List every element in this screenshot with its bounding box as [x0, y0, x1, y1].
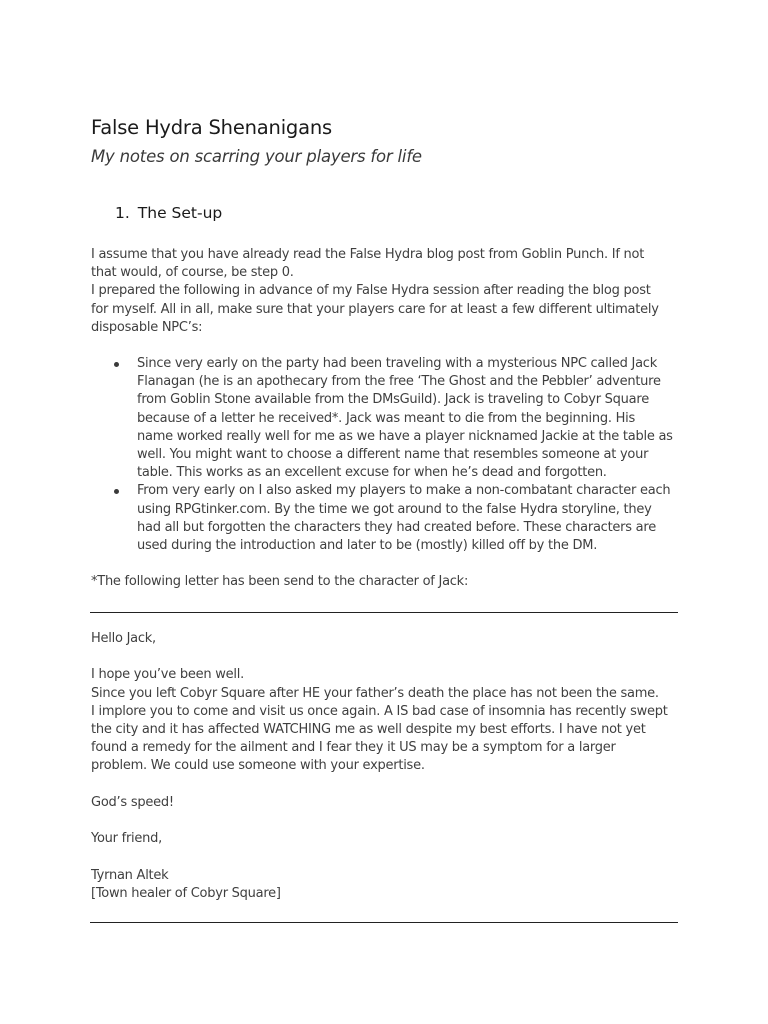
bullet-line: well. You might want to choose a different name that resembles someone at your: [137, 447, 649, 463]
signature-name: Tyrnan Altek: [91, 867, 169, 883]
bullet-icon: [114, 489, 119, 494]
bullet-icon: [114, 362, 119, 367]
bullet-line: Since very early on the party had been traveling with a mysterious NPC called Jack: [137, 356, 657, 371]
bullet-line: From very early on I also asked my players to make a non-combatant character each: [137, 483, 671, 499]
bullet-line: because of a letter he received*. Jack was meant to die from the beginning. His: [137, 410, 636, 426]
intro-line: disposable NPC’s:: [91, 319, 203, 335]
intro-line: for myself. All in all, make sure that your players care for at least a few different ultimately: [91, 301, 659, 317]
document-subtitle: My notes on scarring your players for life: [91, 147, 422, 166]
spacer: [91, 648, 691, 666]
bullet-line: using RPGtinker.com. By the time we got around to the false Hydra storyline, they: [137, 501, 652, 517]
bullet-line: had all but forgotten the characters they had created before. These characters are: [137, 519, 656, 535]
letter-closing: Your friend,: [91, 831, 163, 847]
section-number: 1.: [115, 204, 130, 222]
letter-greeting: Hello Jack,: [91, 631, 156, 646]
list-item: [91, 482, 701, 555]
bullet-line: from Goblin Stone available from the DMsGuild). Jack is traveling to Cobyr Square: [137, 392, 649, 408]
intro-line: that would, of course, be step 0.: [91, 265, 294, 281]
letter-divider-bottom: [90, 922, 678, 923]
spacer: [91, 848, 691, 866]
bullet-line: name worked really well for me as we have a player nicknamed Jackie at the table as: [137, 428, 673, 444]
bullet-line: Flanagan (he is an apothecary from the free ‘The Ghost and the Pebbler’ adventure: [137, 374, 661, 390]
spacer: [91, 812, 691, 830]
list-item: [91, 355, 701, 482]
letter: [91, 630, 691, 903]
intro-line: I assume that you have already read the False Hydra blog post from Goblin Punch. If not: [91, 247, 645, 262]
bullet-line: table. This works as an excellent excuse for when he’s dead and forgotten.: [137, 465, 607, 481]
letter-note: [91, 573, 691, 591]
letter-line: I hope you’ve been well.: [91, 667, 244, 683]
letter-line: Since you left Cobyr Square after HE your father’s death the place has not been the same.: [91, 685, 659, 701]
section-heading: [115, 204, 222, 222]
intro-line: I prepared the following in advance of my False Hydra session after reading the blog post: [91, 283, 651, 299]
letter-line: the city and it has affected WATCHING me as well despite my best efforts. I have not yet: [91, 722, 646, 737]
signature-title: [Town healer of Cobyr Square]: [91, 885, 281, 901]
letter-line: found a remedy for the ailment and I fear they it US may be a symptom for a larger: [91, 740, 616, 756]
section-heading-text: The Set-up: [137, 204, 223, 222]
document-title: False Hydra Shenanigans: [91, 116, 332, 139]
letter-blessing: God’s speed!: [91, 794, 174, 810]
letter-divider-top: [90, 612, 678, 613]
letter-line: I implore you to come and visit us once again. A IS bad case of insomnia has recently swept: [91, 703, 668, 719]
letter-note-text: *The following letter has been send to the character of Jack:: [91, 574, 469, 589]
bullet-list: [91, 355, 701, 555]
intro-paragraph: [91, 246, 691, 337]
spacer: [91, 776, 691, 794]
letter-line: problem. We could use someone with your expertise.: [91, 758, 425, 774]
bullet-line: used during the introduction and later to be (mostly) killed off by the DM.: [137, 538, 598, 554]
